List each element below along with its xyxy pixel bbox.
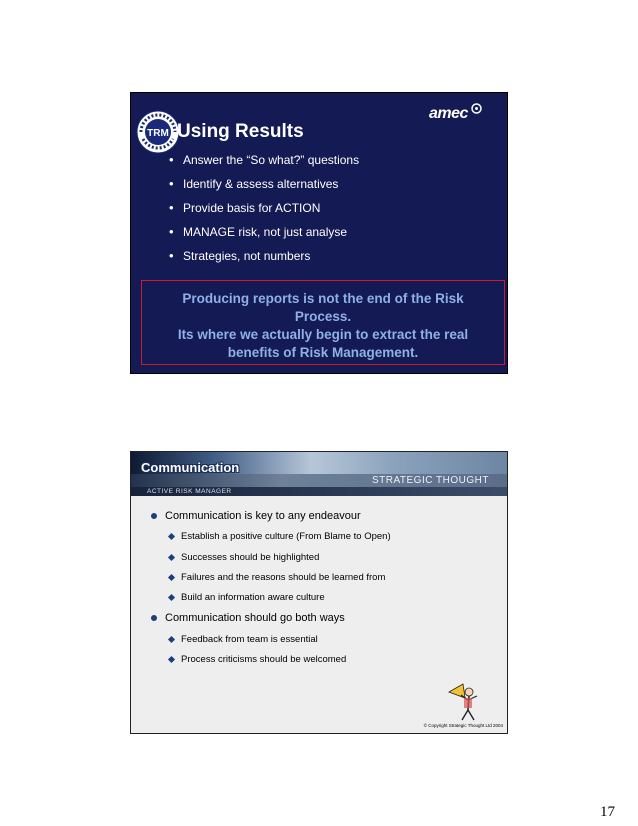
bullet-item: • Strategies, not numbers xyxy=(169,248,311,263)
bullet-item: • MANAGE risk, not just analyse xyxy=(169,224,348,239)
page-number: 17 xyxy=(600,804,615,820)
slide-communication: Communication STRATEGIC THOUGHT ACTIVE RISK MANAGER Communication is key to any endeavour Establish a positive culture (From Blame to Open) Successes should be highlighted Failures and the reasons should be learned from Build an information aware culture Communication should go both ways Feedback from team is essential Process criticisms should be welcomed © Copyright Strategic Thought Ltd 2004 xyxy=(130,451,508,734)
callout-text: Producing reports is not the end of the Risk Process. Its where we actually begin to extract the real benefits of Risk Management. xyxy=(177,291,469,360)
bullet-dot-icon: • xyxy=(169,248,174,263)
strategic-thought-brand: STRATEGIC THOUGHT xyxy=(371,475,489,486)
diamond-bullet-icon xyxy=(168,533,175,540)
callout-box xyxy=(141,280,505,365)
bullet-dot-icon: • xyxy=(169,200,174,215)
diamond-bullet-icon xyxy=(168,574,175,581)
slide-using-results xyxy=(130,92,508,374)
banner-tagline: ACTIVE RISK MANAGER xyxy=(147,488,232,495)
amec-brand: amec xyxy=(429,105,468,122)
diamond-bullet-icon xyxy=(168,636,175,643)
bullet-dot-icon: • xyxy=(169,152,174,167)
amec-mark-icon xyxy=(471,103,482,114)
diamond-bullet-icon xyxy=(168,594,175,601)
slide-banner xyxy=(131,452,507,496)
trm-logo-icon xyxy=(135,109,181,155)
diamond-bullet-icon xyxy=(168,554,175,561)
megaphone-person-icon xyxy=(443,678,489,724)
diamond-bullet-icon xyxy=(168,656,175,663)
slide-title: Using Results xyxy=(177,121,304,142)
slide-title: Communication xyxy=(141,460,240,475)
bullet-list xyxy=(169,151,359,271)
copyright-text: © Copyright Strategic Thought Ltd 2004 xyxy=(423,723,503,728)
bullet-item: • Identify & assess alternatives xyxy=(169,176,339,191)
bullet-dot-icon: • xyxy=(169,176,174,191)
trm-logo-text: TRM xyxy=(147,128,169,139)
bullet-dot-icon xyxy=(151,615,157,621)
bullet-dot-icon xyxy=(151,513,157,519)
bullet-item: • Answer the “So what?” questions xyxy=(169,152,360,167)
bullet-item: • Provide basis for ACTION xyxy=(169,200,321,215)
bullet-dot-icon: • xyxy=(169,224,174,239)
